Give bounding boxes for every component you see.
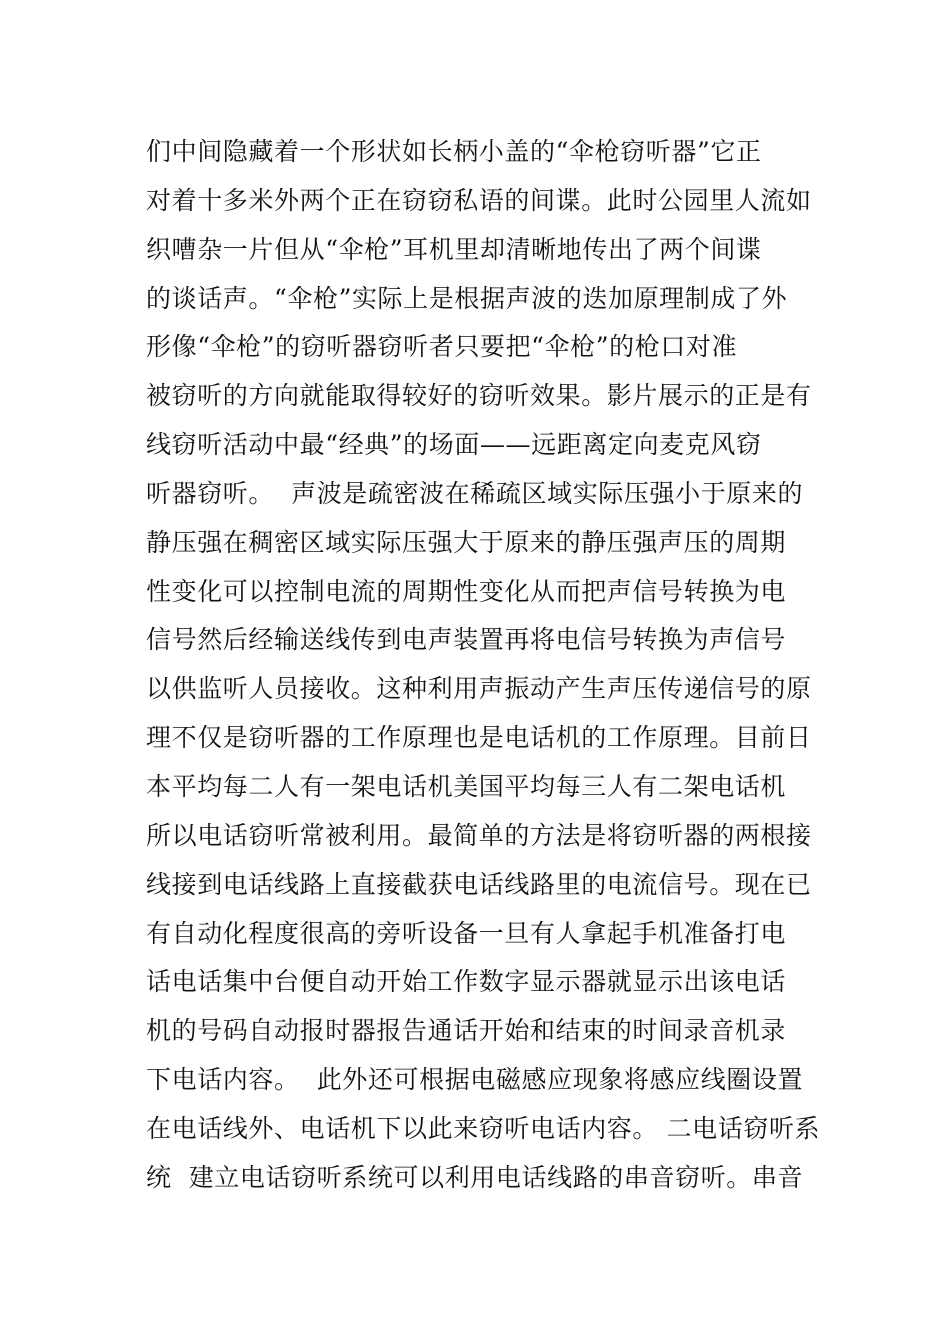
text-line: 被窃听的方向就能取得较好的窃听效果。影片展示的正是有 xyxy=(146,381,812,411)
text-line: 性变化可以控制电流的周期性变化从而把声信号转换为电 xyxy=(146,576,787,606)
text-line: 话电话集中台便自动开始工作数字显示器就显示出该电话 xyxy=(146,967,787,997)
text-line: 有自动化程度很高的旁听设备一旦有人拿起手机准备打电 xyxy=(146,918,787,948)
body-text xyxy=(146,128,826,1203)
text-line: 形像“伞枪”的窃听器窃听者只要把“伞枪”的枪口对准 xyxy=(146,332,738,362)
text-line: 听器窃听。 声波是疏密波在稀疏区域实际压强小于原来的 xyxy=(146,478,804,508)
text-line: 信号然后经输送线传到电声装置再将电信号转换为声信号 xyxy=(146,625,787,655)
text-line: 线窃听活动中最“经典”的场面——远距离定向麦克风窃 xyxy=(146,430,762,460)
text-line: 所以电话窃听常被利用。最简单的方法是将窃听器的两根接 xyxy=(146,820,812,850)
text-line: 在电话线外、电话机下以此来窃听电话内容。 二电话窃听系 xyxy=(146,1113,821,1143)
text-line: 的谈话声。“伞枪”实际上是根据声波的迭加原理制成了外 xyxy=(146,283,788,313)
text-line: 本平均每二人有一架电话机美国平均每三人有二架电话机 xyxy=(146,771,787,801)
text-line: 们中间隐藏着一个形状如长柄小盖的“伞枪窃听器”它正 xyxy=(146,137,762,166)
text-line: 线接到电话线路上直接截获电话线路里的电流信号。现在已 xyxy=(146,869,812,899)
text-line: 统 建立电话窃听系统可以利用电话线路的串音窃听。串音 xyxy=(146,1162,804,1192)
text-line: 理不仅是窃听器的工作原理也是电话机的工作原理。目前日 xyxy=(146,723,812,753)
text-line: 静压强在稠密区域实际压强大于原来的静压强声压的周期 xyxy=(146,527,787,557)
text-line: 下电话内容。 此外还可根据电磁感应现象将感应线圈设置 xyxy=(146,1065,804,1095)
text-line: 机的号码自动报时器报告通话开始和结束的时间录音机录 xyxy=(146,1016,787,1046)
text-line: 织嘈杂一片但从“伞枪”耳机里却清晰地传出了两个间谍 xyxy=(146,234,762,264)
text-line: 对着十多米外两个正在窃窃私语的间谍。此时公园里人流如 xyxy=(146,185,812,215)
text-line: 以供监听人员接收。这种利用声振动产生声压传递信号的原 xyxy=(146,674,812,704)
